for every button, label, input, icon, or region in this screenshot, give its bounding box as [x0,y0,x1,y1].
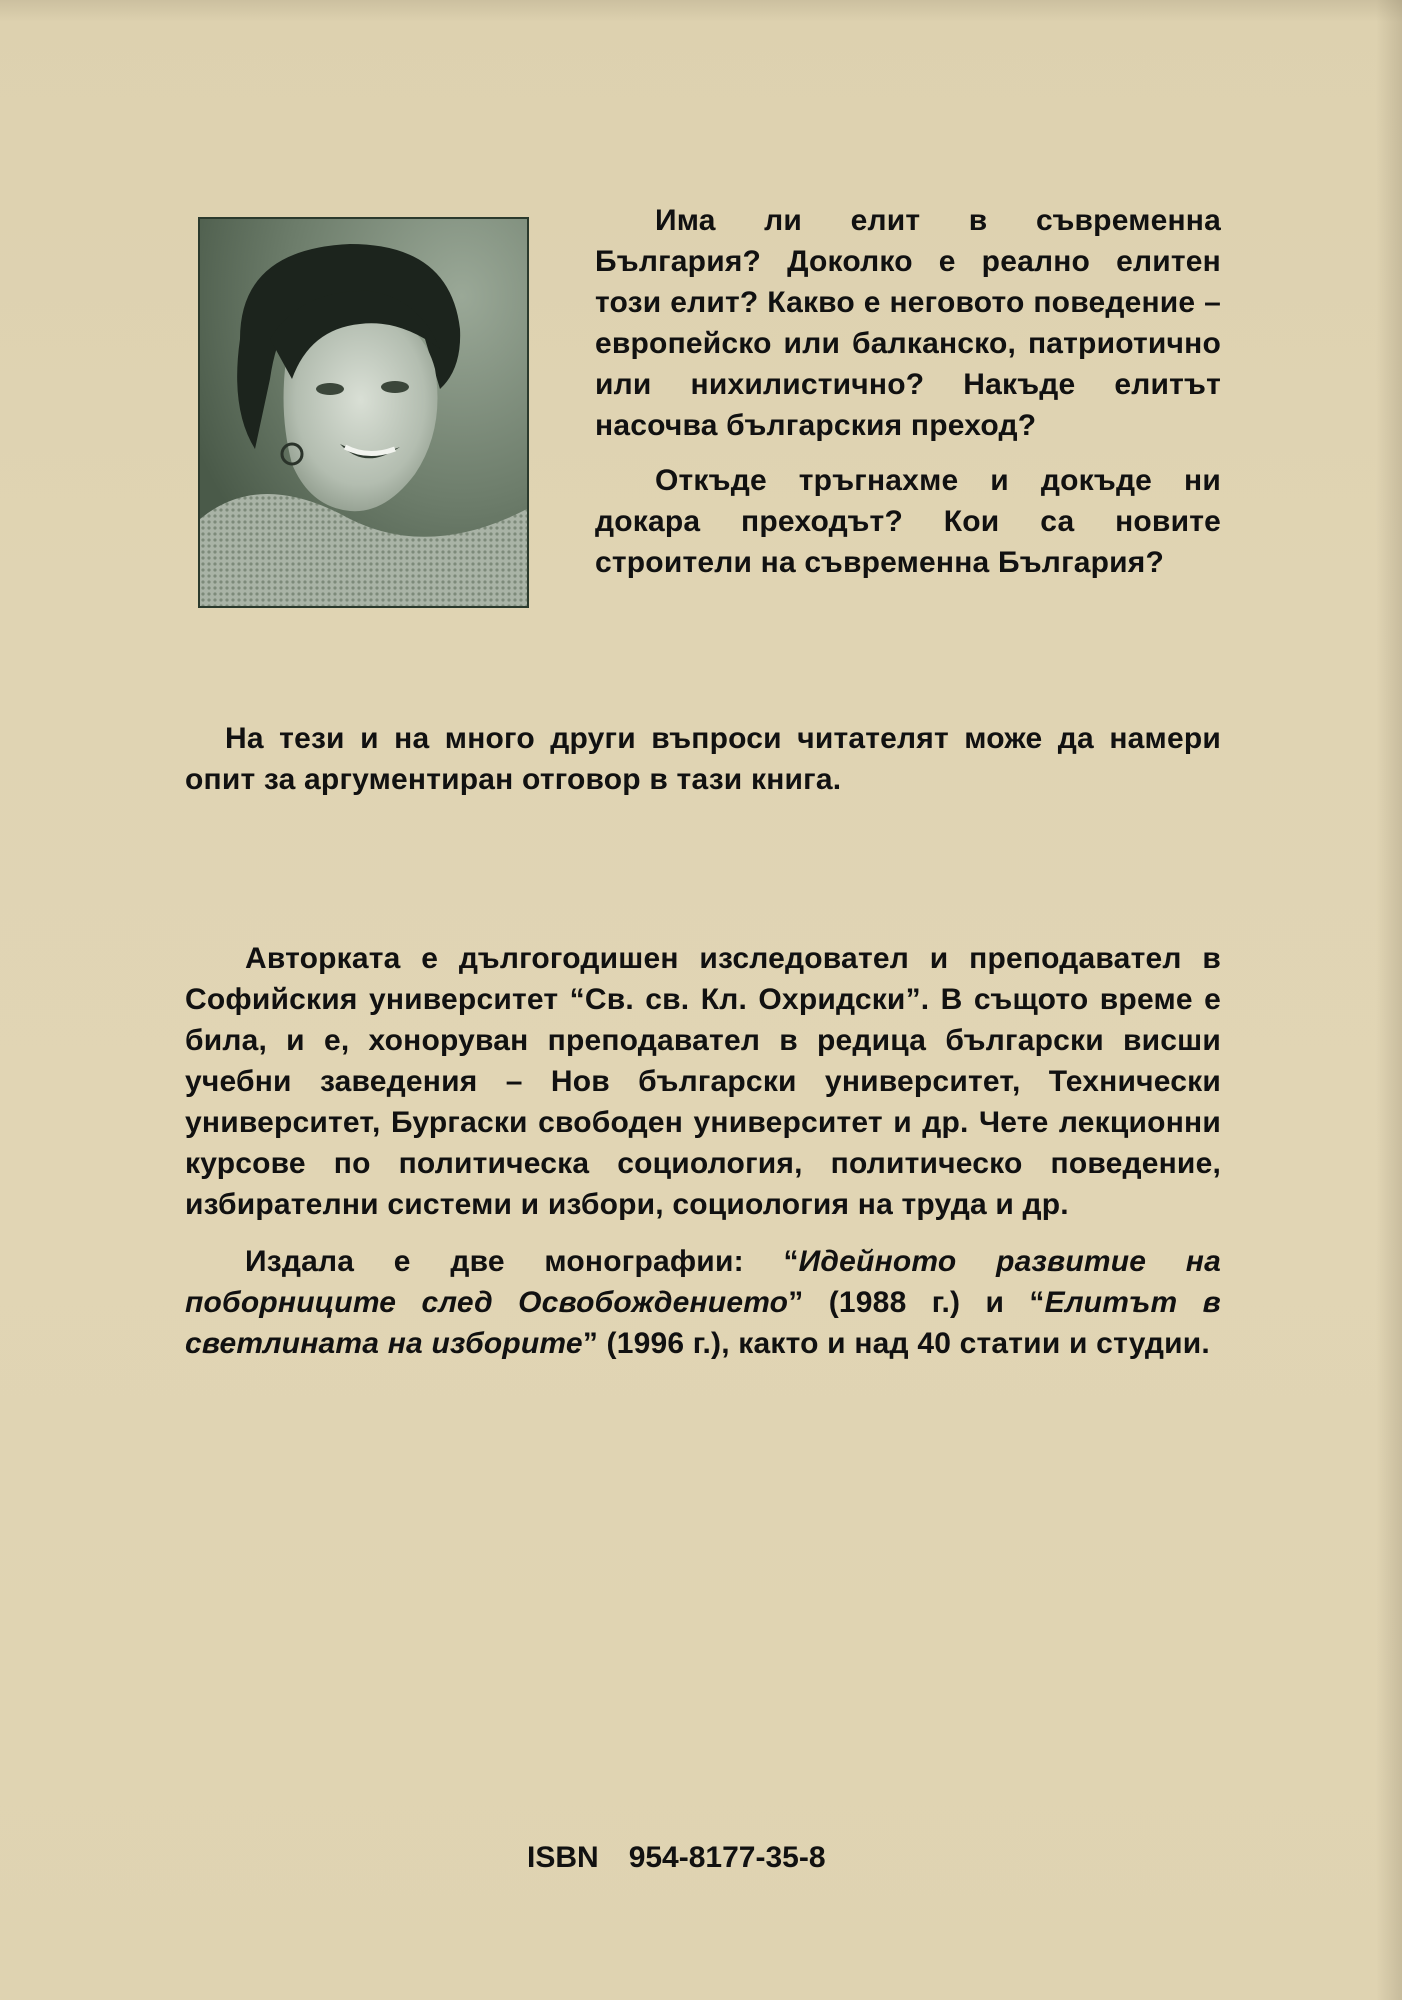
summary-paragraph [185,718,1221,800]
book-title-1: Идейното развитие на поборниците след Освобождението [185,1245,1221,1319]
bio-monographs-lead: Издала е две монографии: “ [245,1245,799,1278]
book-title-2: Елитът в светлината на изборите [185,1286,1221,1360]
bio-paragraph-1: Авторката е дългогодишен изследовател и преподавател в Софийския университет “Св. св. Кл. Охридски”. В същото време е била, и е, хоноруван преподавател в редица български висши учебни заведения – Нов български университет, Технически университет, Бургаски свободен университет и др. Чете лекционни курсове по политическа социология, политическо поведение, избирателни системи и избори, социология на труда и др. [185,942,1221,1221]
isbn-line [527,1838,826,1878]
bio-monographs-mid: ” (1988 г.) и “ [788,1286,1045,1319]
isbn-label: ISBN [527,1841,599,1874]
page-right-shadow [1376,0,1402,2000]
intro-text [595,200,1221,583]
author-portrait-icon [200,219,527,606]
summary-text: На тези и на много други въпроси читателят може да намери опит за аргументиран отговор в тази книга. [185,722,1221,796]
intro-paragraph-1: Има ли елит в съвременна България? Доколко е реално елитен този елит? Какво е неговото поведение – европейско или балканско, патриотично или нихилистично? Накъде елитът насочва българския преход? [595,204,1221,442]
isbn-number: 954-8177-35-8 [628,1841,826,1874]
author-photo [198,217,529,608]
bio-monographs-tail: ” (1996 г.), както и над 40 статии и студии. [582,1327,1210,1360]
author-bio [185,938,1221,1364]
intro-paragraph-2: Откъде тръгнахме и докъде ни докара преходът? Кои са новите строители на съвременна България? [595,464,1221,579]
page-top-shadow [0,0,1402,22]
bio-paragraph-2 [185,1241,1221,1364]
